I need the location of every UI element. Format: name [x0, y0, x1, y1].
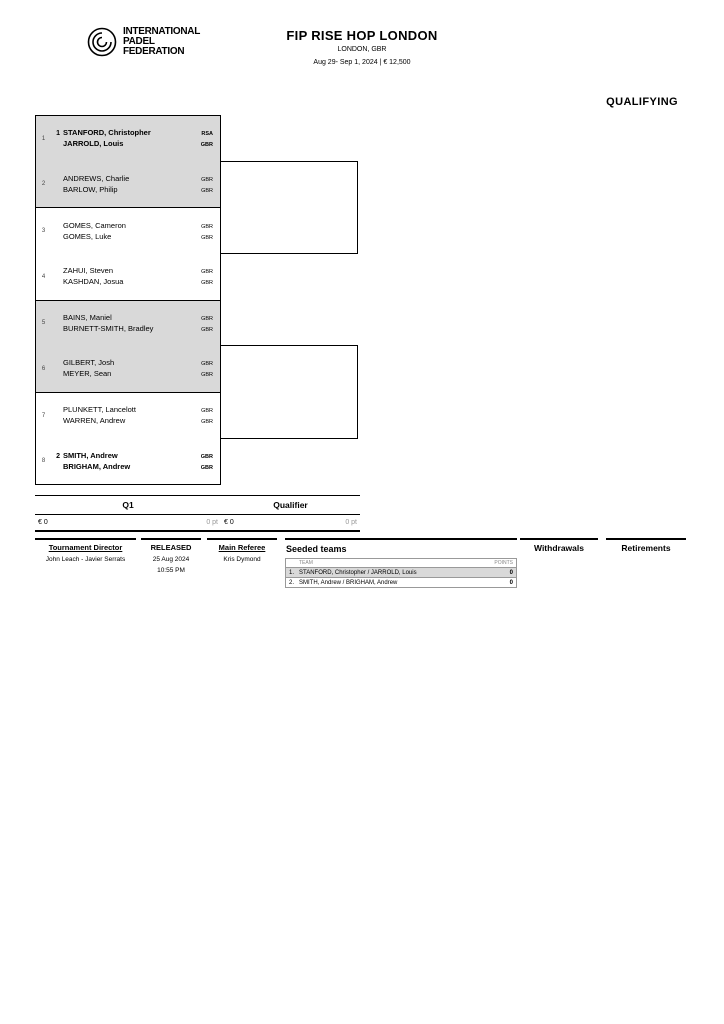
team-names [51, 266, 220, 287]
seeded-team-points: 0 [509, 569, 513, 576]
draw-slot [36, 162, 220, 208]
bracket-winner-line [221, 161, 358, 162]
player-name: STANFORD, Christopher [63, 128, 151, 138]
main-referee-section [207, 538, 277, 563]
country-code: GBR [200, 464, 213, 471]
round-values [221, 515, 360, 530]
seeded-teams-section [285, 538, 517, 588]
slot-position: 8 [41, 458, 46, 465]
seeded-team-points: 0 [509, 579, 513, 586]
round-prize: € 0 [38, 519, 48, 526]
country-code: GBR [200, 453, 213, 460]
retirements-section [606, 538, 686, 553]
ipf-logo [86, 26, 204, 58]
team-names [51, 174, 220, 195]
seed-number: 1 [56, 130, 60, 138]
seed-rank: 2. [289, 579, 295, 586]
slot-position: 7 [41, 412, 46, 419]
country-code: RSA [201, 131, 213, 138]
draw-slot [36, 438, 220, 484]
country-code: GBR [201, 234, 213, 241]
player-name: GOMES, Luke [63, 231, 112, 241]
player-name: BURNETT-SMITH, Bradley [63, 323, 154, 333]
draw-slot [36, 116, 220, 162]
draw-slot [36, 392, 220, 439]
seeded-team-row [286, 567, 516, 577]
rounds-header-row [35, 496, 360, 515]
country-code: GBR [201, 372, 213, 379]
bracket-connector-line [357, 345, 358, 439]
retirements-label: Retirements [621, 543, 671, 553]
country-code: GBR [201, 315, 213, 322]
team-names [51, 128, 220, 149]
team-names [51, 221, 220, 242]
slot-position: 3 [41, 228, 46, 235]
tournament-director-label: Tournament Director [48, 543, 123, 552]
seeded-table-header-row [286, 559, 516, 567]
player-name: BRIGHAM, Andrew [63, 461, 131, 471]
rounds-values-row [35, 515, 360, 532]
event-header [242, 28, 482, 66]
team-names [51, 313, 220, 334]
released-section [141, 538, 201, 574]
bracket-connector-line [357, 161, 358, 254]
slot-position: 5 [41, 320, 46, 327]
round-name: Qualifier [273, 500, 308, 510]
team-names [51, 358, 220, 379]
team-names [51, 405, 220, 426]
player-name: PLUNKETT, Lancelott [63, 405, 136, 415]
main-referee-name: Kris Dymond [223, 556, 261, 563]
bracket-winner-line [221, 253, 358, 254]
ipf-logo-icon [86, 26, 118, 58]
player-name: JARROLD, Louis [63, 139, 124, 149]
player-name: ANDREWS, Charlie [63, 173, 130, 183]
team-names [51, 451, 220, 472]
seed-rank: 1. [289, 569, 295, 576]
country-code: GBR [201, 419, 213, 426]
player-name: MEYER, Sean [63, 369, 112, 379]
draw-slot [36, 300, 220, 347]
tournament-director-section [35, 538, 136, 563]
player-name: WARREN, Andrew [63, 416, 126, 426]
released-label: RELEASED [150, 543, 192, 552]
withdrawals-label: Withdrawals [534, 543, 584, 553]
country-code: GBR [201, 326, 213, 333]
seeded-teams-label: Seeded teams [286, 544, 347, 554]
rounds-bar [35, 495, 360, 532]
round-points: 0 pt [345, 519, 357, 526]
event-title: FIP RISE HOP LONDON [286, 28, 438, 43]
country-code: GBR [201, 361, 213, 368]
event-location: LONDON, GBR [337, 46, 387, 53]
slot-position: 4 [41, 273, 46, 280]
country-code: GBR [201, 223, 213, 230]
country-code: GBR [201, 187, 213, 194]
logo-text-line: PADEL [123, 35, 155, 48]
player-name: GOMES, Cameron [63, 220, 126, 230]
seeded-team-names: SMITH, Andrew / BRIGHAM, Andrew [299, 579, 398, 586]
team-column-header: TEAM [299, 560, 313, 566]
country-code: GBR [201, 176, 213, 183]
draw-slot [36, 346, 220, 392]
withdrawals-section [520, 538, 598, 553]
round-values [35, 515, 221, 530]
round-prize: € 0 [224, 519, 234, 526]
released-date: 25 Aug 2024 [152, 556, 190, 563]
section-title: QUALIFYING [606, 96, 678, 108]
draw-slot [36, 254, 220, 300]
slot-position: 1 [41, 135, 46, 142]
tournament-director-name: John Leach - Javier Serrats [45, 556, 126, 563]
player-name: KASHDAN, Josua [63, 277, 124, 287]
points-column-header: POINTS [494, 560, 513, 566]
draw-bracket [35, 115, 221, 485]
seeded-team-row [286, 577, 516, 587]
round-points: 0 pt [206, 519, 218, 526]
round-name: Q1 [122, 500, 134, 510]
player-name: SMITH, Andrew [63, 450, 118, 460]
country-code: GBR [201, 408, 213, 415]
main-referee-label: Main Referee [218, 543, 266, 552]
country-code: GBR [201, 280, 213, 287]
country-code: GBR [201, 269, 213, 276]
released-time: 10:55 PM [157, 567, 185, 574]
slot-position: 6 [41, 365, 46, 372]
logo-text-line: INTERNATIONAL [123, 25, 201, 38]
player-name: BARLOW, Philip [63, 184, 118, 194]
country-code: GBR [200, 142, 213, 149]
bracket-winner-line [221, 438, 358, 439]
seeded-team-names: STANFORD, Christopher / JARROLD, Louis [299, 569, 417, 576]
logo-text-line: FEDERATION [123, 44, 185, 57]
seed-number: 2 [56, 452, 60, 460]
player-name: BAINS, Maniel [63, 312, 112, 322]
slot-position: 2 [41, 181, 46, 188]
ipf-logo-text [123, 27, 200, 56]
draw-slot [36, 207, 220, 254]
player-name: ZAHUI, Steven [63, 266, 114, 276]
seeded-teams-table [285, 558, 517, 588]
bracket-winner-line [221, 345, 358, 346]
event-dates-prize: Aug 29- Sep 1, 2024 | € 12,500 [313, 59, 411, 66]
player-name: GILBERT, Josh [63, 358, 115, 368]
